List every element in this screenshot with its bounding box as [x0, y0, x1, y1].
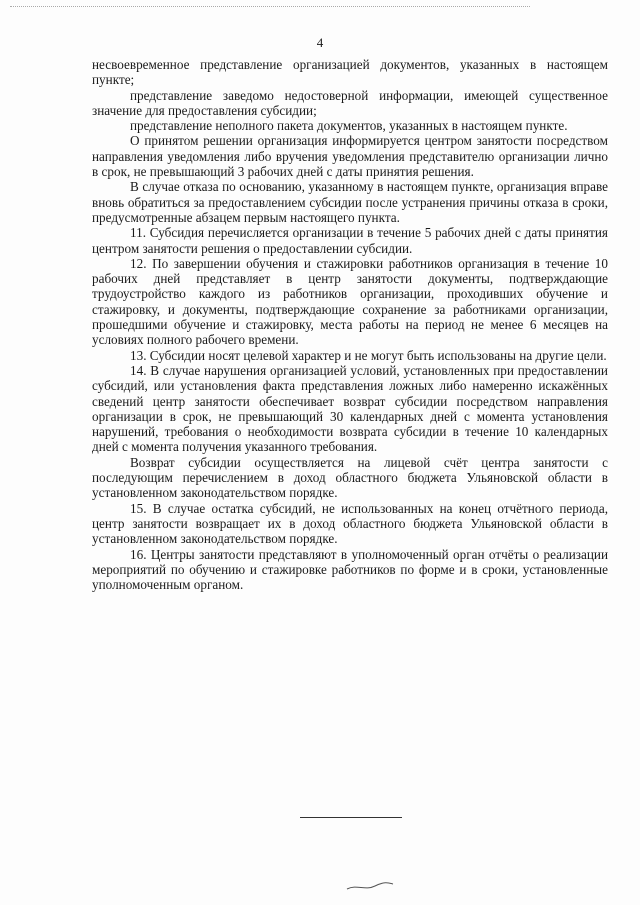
paragraph-incomplete-package: представление неполного пакета документов, указанных в настоящем пункте.	[130, 118, 568, 134]
paragraph-clause-12: 12. По завершении обучения и стажировки работников организация в течение 10 рабочих дней представляет в центр занятости документы, подтверждающие трудоустройство каждого из работников организации, проходивших обучение и стажировку, и документы, подтверждающие сохранение за работниками организации, прошедшими обучение и стажировку, места работы на период не менее 6 месяцев на условиях полного рабочего времени.	[92, 255, 608, 348]
paragraph-late-documents: несвоевременное представление организацией документов, указанных в настоящем пункте;	[92, 57, 608, 88]
paragraph-refund: Возврат субсидии осуществляется на лицевой счёт центра занятости с последующим перечислением в доход областного бюджета Ульяновской области в установленном законодательством порядке.	[92, 454, 608, 501]
paragraph-false-information: представление заведомо недостоверной информации, имеющей существенное значение для предоставления субсидии;	[92, 87, 608, 118]
ink-mark	[345, 880, 395, 892]
page-number: 4	[316, 35, 324, 50]
paragraph-clause-15: 15. В случае остатка субсидий, не использованных на конец отчётного периода, центр занятости возвращает их в доход областного бюджета Ульяновской области в установленном законодательством порядке.	[92, 500, 608, 547]
end-rule	[300, 817, 402, 818]
paragraph-clause-16: 16. Центры занятости представляют в уполномоченный орган отчёты о реализации мероприятий по обучению и стажировке работников по форме и в сроки, установленные уполномоченным органом.	[92, 546, 608, 593]
paragraph-clause-11: 11. Субсидия перечисляется организации в течение 5 рабочих дней с даты принятия центром занятости решения о предоставлении субсидии.	[92, 225, 608, 256]
document-body	[92, 57, 608, 592]
paragraph-clause-13: 13. Субсидии носят целевой характер и не могут быть использованы на другие цели.	[130, 347, 607, 363]
paragraph-refusal-reapply: В случае отказа по основанию, указанному в настоящем пункте, организация вправе вновь обратиться за предоставлением субсидии после устранения причины отказа в сроки, предусмотренные абзацем первым настоящего пункта.	[92, 179, 608, 225]
paragraph-clause-14: 14. В случае нарушения организацией условий, установленных при предоставлении субсидий, или установления факта представления ложных либо намеренно искажённых сведений центр занятости обеспечивает возврат субсидии посредством направления организации в срок, не превышающий 30 календарных дней с момента установления нарушений, требования о необходимости возврата субсидии в течение 10 календарных дней с момента получения указанного требования.	[92, 362, 608, 455]
paragraph-decision-notice: О принятом решении организация информируется центром занятости посредством направления уведомления либо вручения уведомления представителю организации лично в срок, не превышающий 3 рабочих дней с даты принятия решения.	[92, 133, 608, 180]
scan-artifact-top	[10, 6, 530, 11]
